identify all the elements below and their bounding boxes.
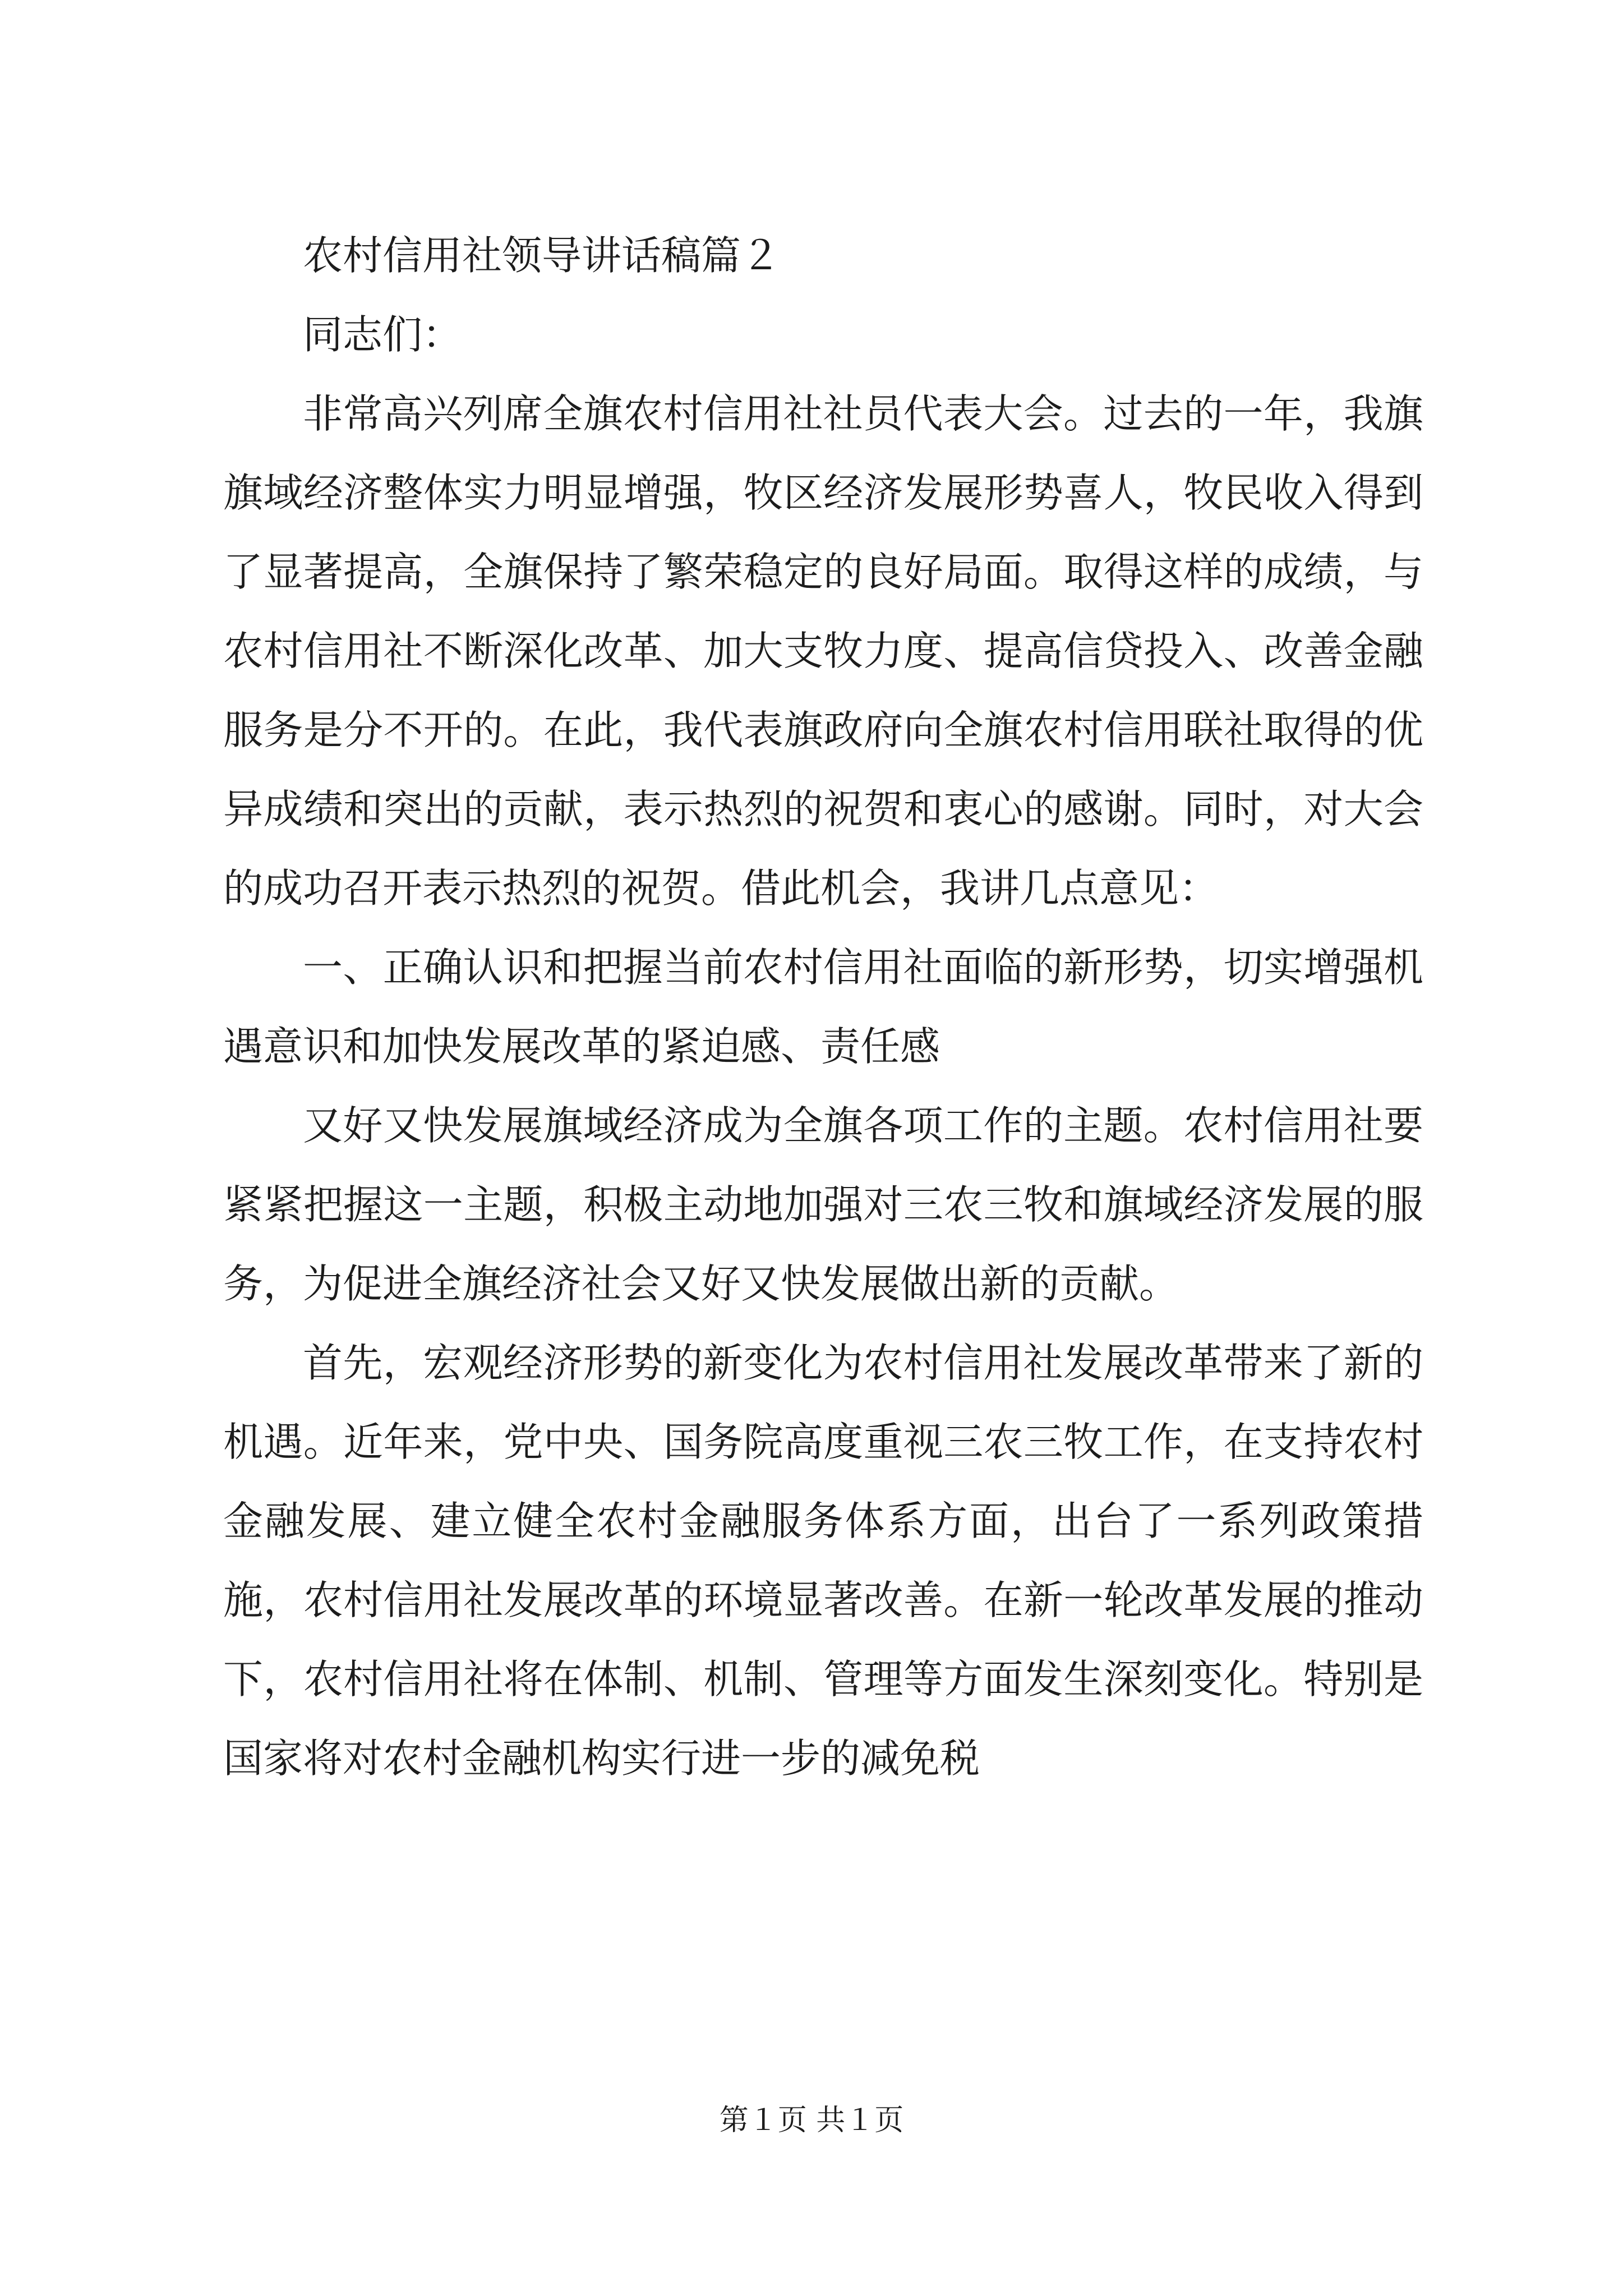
paragraph-2: 又好又快发展旗域经济成为全旗各项工作的主题。农村信用社要紧紧把握这一主题，积极主动地加强对三农三牧和旗域经济发展的服务，为促进全旗经济社会又好又快发展做出新的贡献。 [223, 1102, 1423, 1307]
page-number-footer: 第１页 共１页 [719, 2104, 904, 2137]
paragraph-3: 首先，宏观经济形势的新变化为农村信用社发展改革带来了新的机遇。近年来，党中央、国务院高度重视三农三牧工作，在支持农村金融发展、建立健全农村金融服务体系方面，出台了一系列政策措施，农村信用社发展改革的环境显著改善。在新一轮改革发展的推动下，农村信用社将在体制、机制、管理等方面发生深刻变化。特别是国家将对农村金融机构实行进一步的减免税 [223, 1340, 1423, 1782]
paragraph-1: 非常高兴列席全旗农村信用社社员代表大会。过去的一年，我旗旗域经济整体实力明显增强，牧区经济发展形势喜人，牧民收入得到了显著提高，全旗保持了繁荣稳定的良好局面。取得这样的成绩，与农村信用社不断深化改革、加大支牧力度、提高信贷投入、改善金融服务是分不开的。在此，我代表旗政府向全旗农村信用联社取得的优异成绩和突出的贡献，表示热烈的祝贺和衷心的感谢。同时，对大会的成功召开表示热烈的祝贺。借此机会，我讲几点意见： [223, 390, 1423, 912]
document-title: 农村信用社领导讲话稿篇２ [303, 232, 781, 279]
document-body [223, 216, 1423, 1798]
salutation: 同志们： [303, 311, 463, 358]
section-heading-1: 一、正确认识和把握当前农村信用社面临的新形势，切实增强机遇意识和加快发展改革的紧迫感、责任感 [223, 944, 1423, 1070]
